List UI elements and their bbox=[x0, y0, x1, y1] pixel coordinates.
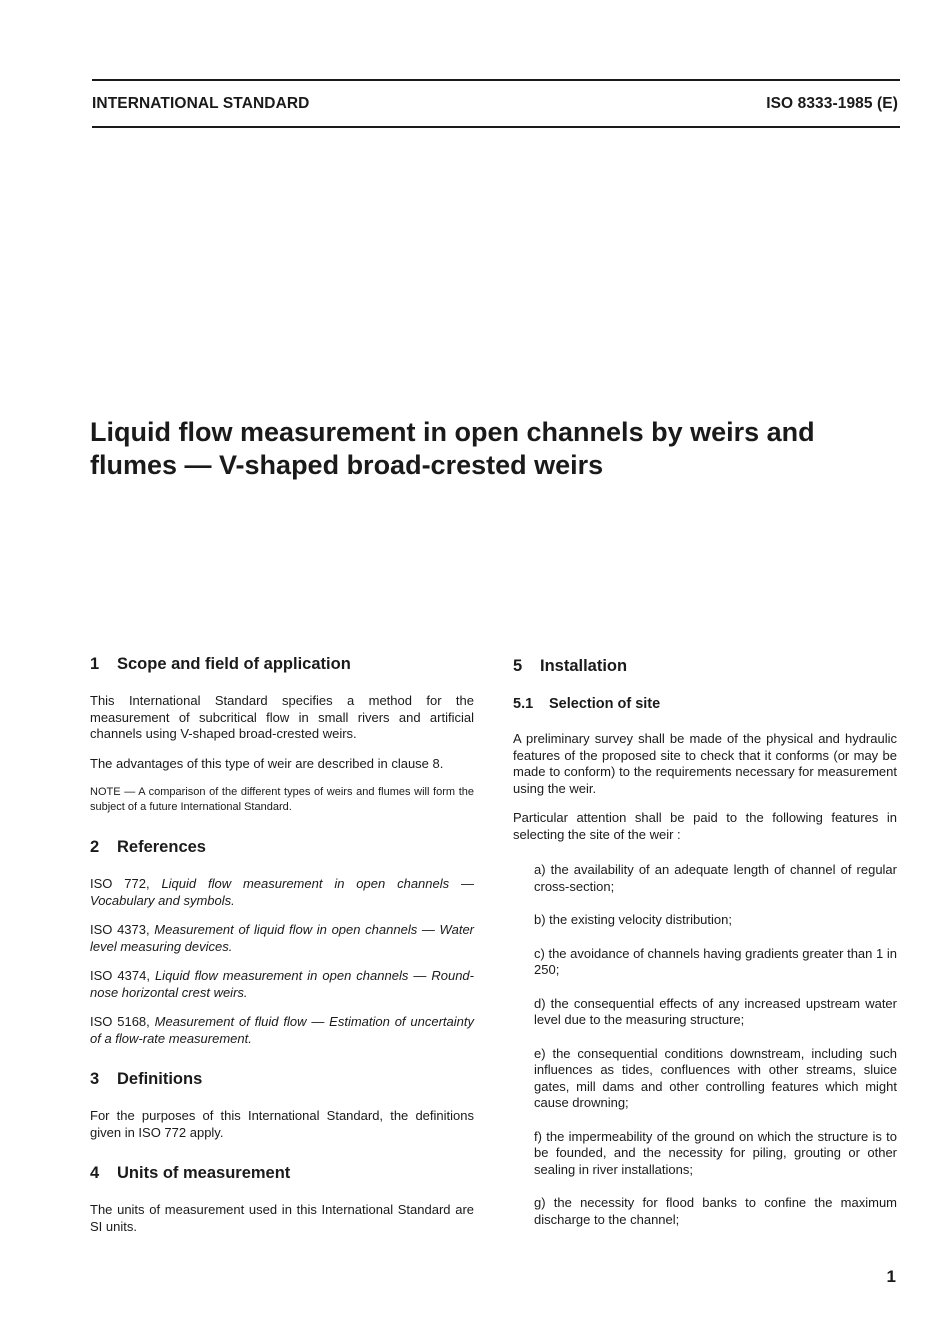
reference-code: ISO 5168, bbox=[90, 1014, 150, 1029]
section-number: 1 bbox=[90, 655, 100, 673]
section-title: Units of measurement bbox=[117, 1164, 291, 1182]
section-3-heading bbox=[90, 1069, 474, 1089]
section-3 bbox=[90, 1069, 474, 1141]
subsection-number: 5.1 bbox=[513, 696, 534, 712]
section-number: 2 bbox=[90, 838, 100, 856]
list-item: c) the avoidance of channels having gradients greater than 1 in 250; bbox=[534, 945, 897, 977]
reference-title: Measurement of liquid flow in open channels — Water level measuring devices. bbox=[90, 922, 474, 954]
reference-item bbox=[90, 968, 474, 1001]
reference-item bbox=[90, 922, 474, 955]
list-item: f) the impermeability of the ground on which the structure is to be founded, and the necessity for piling, grouting or other sealing in river installations; bbox=[534, 1128, 897, 1177]
note: NOTE — A comparison of the different types of weirs and flumes will form the subject of a future International Standard. bbox=[90, 786, 474, 813]
list-item: e) the consequential conditions downstream, including such influences as tides, confluences with other streams, sluice gates, mill dams and other controlling features which might cause drowning; bbox=[534, 1045, 897, 1110]
subsection-title: Selection of site bbox=[549, 696, 661, 712]
section-title: Installation bbox=[540, 657, 628, 675]
reference-title: Liquid flow measurement in open channels — Round-nose horizontal crest weirs. bbox=[90, 968, 474, 1000]
paragraph: For the purposes of this International Standard, the definitions given in ISO 772 apply. bbox=[90, 1108, 474, 1140]
paragraph: The units of measurement used in this International Standard are SI units. bbox=[90, 1202, 474, 1234]
section-5-heading bbox=[513, 656, 897, 676]
page-number: 1 bbox=[886, 1267, 896, 1286]
title-line-1: Liquid flow measurement in open channels by weirs and bbox=[90, 417, 815, 447]
document-title bbox=[90, 416, 910, 482]
standard-number: ISO 8333-1985 (E) bbox=[766, 95, 898, 112]
paragraph: A preliminary survey shall be made of the physical and hydraulic features of the proposed site to check that it conforms (or may be made to conform) to the requirements necessary for measurement using the weir. bbox=[513, 731, 897, 796]
paragraph: This International Standard specifies a method for the measurement of subcritical flow in small rivers and artificial channels using V-shaped broad-crested weirs. bbox=[90, 693, 474, 741]
reference-title: Liquid flow measurement in open channels — Vocabulary and symbols. bbox=[90, 876, 474, 908]
list-item: g) the necessity for flood banks to confine the maximum discharge to the channel; bbox=[534, 1195, 897, 1227]
list-item: d) the consequential effects of any increased upstream water level due to the measuring structure; bbox=[534, 995, 897, 1027]
subsection-5-1-heading bbox=[513, 695, 897, 713]
section-title: Scope and field of application bbox=[117, 655, 351, 673]
reference-title: Measurement of fluid flow — Estimation of uncertainty of a flow-rate measurement. bbox=[90, 1014, 474, 1046]
reference-code: ISO 4373, bbox=[90, 922, 150, 937]
left-column bbox=[90, 654, 474, 1257]
reference-item bbox=[90, 1014, 474, 1047]
section-4 bbox=[90, 1163, 474, 1235]
document-type-label: INTERNATIONAL STANDARD bbox=[92, 95, 310, 112]
header-rule-top bbox=[92, 79, 900, 81]
paragraph: Particular attention shall be paid to the following features in selecting the site of the weir : bbox=[513, 810, 897, 842]
list-item: b) the existing velocity distribution; bbox=[534, 912, 732, 927]
section-1-heading bbox=[90, 654, 474, 674]
section-number: 5 bbox=[513, 657, 523, 675]
header-rule-bottom bbox=[92, 126, 900, 128]
section-number: 4 bbox=[90, 1164, 100, 1182]
list-item: a) the availability of an adequate length of channel of regular cross-section; bbox=[534, 862, 897, 894]
title-line-2: flumes — V-shaped broad-crested weirs bbox=[90, 450, 604, 480]
section-title: References bbox=[117, 838, 206, 856]
section-number: 3 bbox=[90, 1070, 100, 1088]
section-title: Definitions bbox=[117, 1070, 203, 1088]
section-1 bbox=[90, 654, 474, 815]
right-column bbox=[513, 654, 897, 1245]
section-4-heading bbox=[90, 1163, 474, 1183]
reference-item bbox=[90, 876, 474, 909]
reference-code: ISO 772, bbox=[90, 876, 150, 891]
paragraph: The advantages of this type of weir are described in clause 8. bbox=[90, 755, 444, 771]
feature-list bbox=[513, 862, 897, 1228]
reference-code: ISO 4374, bbox=[90, 968, 150, 983]
section-2-heading bbox=[90, 837, 474, 857]
section-2 bbox=[90, 837, 474, 1047]
